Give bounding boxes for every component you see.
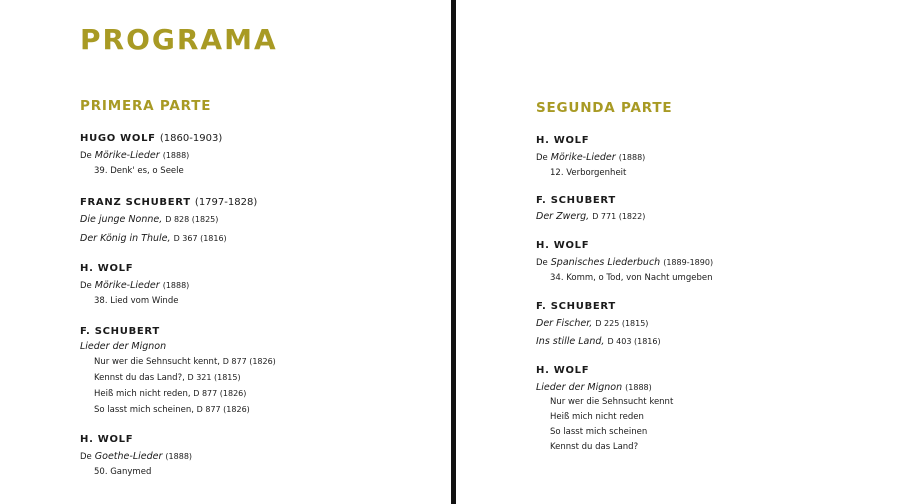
song-item: 39. Denk' es, o Seele xyxy=(94,166,184,176)
de-prefix: De xyxy=(80,452,92,462)
song-title: Heiß mich nicht reden, xyxy=(94,389,191,399)
work-catalog: (1888) xyxy=(162,151,190,160)
composer-label: FRANZ SCHUBERT xyxy=(80,197,191,208)
primera-section-1 xyxy=(80,132,440,179)
work-line xyxy=(536,255,896,271)
work-line xyxy=(80,339,440,354)
primera-section-5 xyxy=(80,433,440,480)
work-line xyxy=(80,230,440,248)
segunda-parte-heading: SEGUNDA PARTE xyxy=(536,100,673,116)
page-right xyxy=(456,0,900,504)
work-catalog: D 367 (1816) xyxy=(173,234,227,243)
song-title: So lasst mich scheinen, xyxy=(94,405,194,415)
song-item xyxy=(80,354,440,370)
work-title: Mörike-Lieder xyxy=(94,150,160,161)
de-prefix: De xyxy=(536,153,548,163)
song-catalog: D 321 (1815) xyxy=(187,373,241,382)
work-line xyxy=(536,333,896,351)
song-item xyxy=(80,402,440,418)
work-title: Ins stille Land, xyxy=(536,336,605,347)
de-prefix: De xyxy=(80,151,92,161)
work-line xyxy=(536,380,896,395)
work-catalog: D 771 (1822) xyxy=(592,212,646,221)
song-catalog: D 877 (1826) xyxy=(196,405,250,414)
work-catalog: (1888) xyxy=(625,383,652,392)
work-catalog: (1888) xyxy=(165,452,193,461)
work-catalog: (1889-1890) xyxy=(663,258,714,267)
song-item: Heiß mich nicht reden xyxy=(550,412,644,422)
song-item: 12. Verborgenheit xyxy=(550,168,627,178)
work-title: Der Zwerg, xyxy=(536,211,590,222)
work-line xyxy=(536,208,896,226)
primera-section-4 xyxy=(80,325,440,418)
song-catalog: D 877 (1826) xyxy=(222,357,276,366)
work-line xyxy=(536,150,896,166)
segunda-section-5 xyxy=(536,364,896,455)
composer-name xyxy=(80,196,440,210)
work-title: Mörike-Lieder xyxy=(94,280,160,291)
work-title: Mörike-Lieder xyxy=(550,152,616,163)
work-catalog: D 225 (1815) xyxy=(595,319,649,328)
segunda-section-1 xyxy=(536,134,896,181)
primera-parte-heading: PRIMERA PARTE xyxy=(80,98,212,114)
segunda-section-3 xyxy=(536,239,896,286)
composer-label: HUGO WOLF xyxy=(80,133,156,144)
primera-section-3 xyxy=(80,262,440,309)
work-title: Goethe-Lieder xyxy=(94,451,163,462)
song-title: Nur wer die Sehnsucht kennt, xyxy=(94,357,220,367)
composer-name: F. SCHUBERT xyxy=(536,195,616,206)
work-line xyxy=(80,449,440,465)
composer-name: H. WOLF xyxy=(536,365,590,376)
work-title: Die junge Nonne, xyxy=(80,214,163,225)
song-item: So lasst mich scheinen xyxy=(550,427,648,437)
song-item: Kennst du das Land? xyxy=(550,442,639,452)
work-catalog: D 403 (1816) xyxy=(607,337,661,346)
song-item: 38. Lied vom Winde xyxy=(94,296,179,306)
work-title: Der König in Thule, xyxy=(80,233,171,244)
composer-name: F. SCHUBERT xyxy=(80,326,160,337)
song-item: 34. Komm, o Tod, von Nacht umgeben xyxy=(550,273,713,283)
work-line xyxy=(80,211,440,229)
song-item: Nur wer die Sehnsucht kennt xyxy=(550,397,674,407)
work-catalog: D 828 (1825) xyxy=(165,215,219,224)
work-title: Lieder der Mignon xyxy=(80,341,167,352)
page-title: PROGRAMA xyxy=(80,23,278,56)
work-title: Spanisches Liederbuch xyxy=(550,257,661,268)
song-catalog: D 877 (1826) xyxy=(193,389,247,398)
composer-name: F. SCHUBERT xyxy=(536,301,616,312)
composer-name: H. WOLF xyxy=(80,263,134,274)
song-item: 50. Ganymed xyxy=(94,467,152,477)
composer-years: (1797-1828) xyxy=(194,197,258,208)
composer-years: (1860-1903) xyxy=(159,133,223,144)
work-catalog: (1888) xyxy=(618,153,646,162)
composer-name xyxy=(80,132,440,146)
composer-name: H. WOLF xyxy=(536,240,590,251)
composer-name: H. WOLF xyxy=(80,434,134,445)
de-prefix: De xyxy=(536,258,548,268)
work-line xyxy=(536,315,896,333)
work-catalog: (1888) xyxy=(162,281,190,290)
primera-section-2 xyxy=(80,196,440,248)
song-title: Kennst du das Land?, xyxy=(94,373,185,383)
work-line xyxy=(80,278,440,294)
work-title: Lieder der Mignon xyxy=(536,382,623,393)
composer-name: H. WOLF xyxy=(536,135,590,146)
segunda-section-4 xyxy=(536,300,896,351)
segunda-section-2 xyxy=(536,194,896,226)
work-title: Der Fischer, xyxy=(536,318,593,329)
de-prefix: De xyxy=(80,281,92,291)
song-item xyxy=(80,370,440,386)
song-item xyxy=(80,386,440,402)
work-line xyxy=(80,148,440,164)
